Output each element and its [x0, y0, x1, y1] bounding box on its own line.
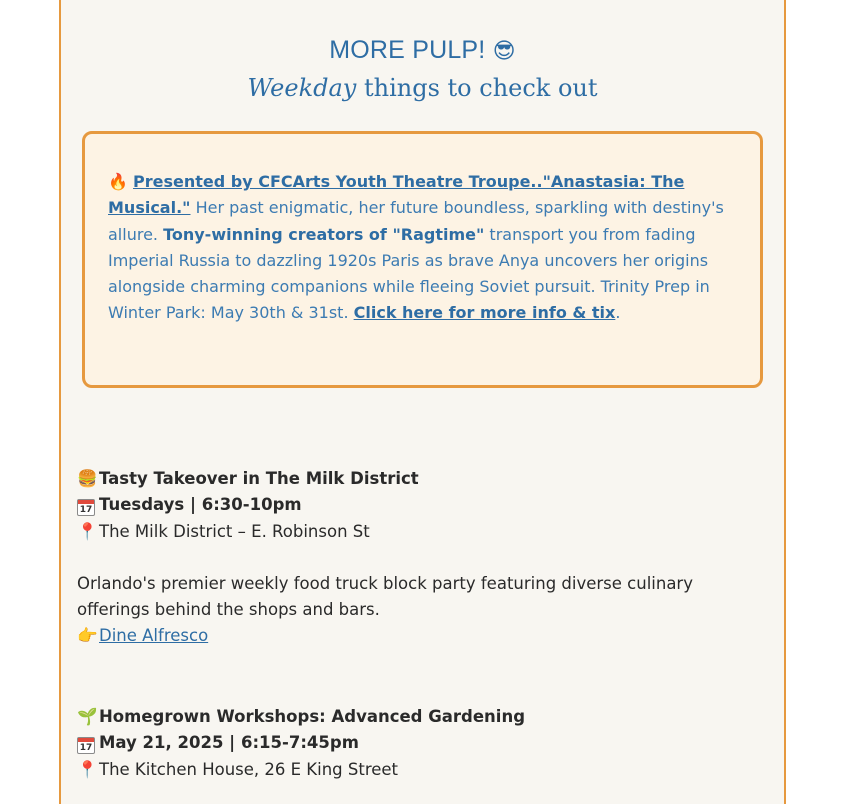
subtitle-rest: things to check out — [356, 74, 598, 102]
section-subtitle — [61, 74, 784, 102]
pointing-hand-icon: 👉 — [77, 626, 98, 646]
seedling-icon: 🌱 — [77, 707, 98, 726]
section-heading — [61, 36, 784, 65]
event-date-text: Tuesdays | 6:30-10pm — [99, 495, 302, 515]
map-pin-icon: 📍 — [77, 521, 98, 541]
promo-cta-link[interactable]: Click here for more info & tix — [353, 303, 616, 323]
event-date-text: May 21, 2025 | 6:15-7:45pm — [99, 733, 359, 753]
promo-text-1: Her past enigmatic, her future boundless, sparkling with destiny's allure. — [108, 198, 724, 244]
subtitle-italic: Weekday — [247, 74, 357, 102]
event-date — [77, 492, 764, 518]
event-location-text: The Milk District – E. Robinson St — [99, 521, 370, 541]
event-title-text: Tasty Takeover in The Milk District — [99, 469, 419, 488]
event-date — [77, 730, 764, 756]
promo-end-punct: . — [615, 303, 621, 323]
burger-icon: 🍔 — [77, 469, 98, 488]
sunglasses-emoji-icon: 😎 — [492, 39, 516, 64]
event-title — [77, 466, 764, 492]
newsletter-column — [59, 0, 786, 804]
event-location — [77, 757, 764, 783]
calendar-icon: 17 — [77, 737, 95, 754]
promo-text-2: transport you from fading Imperial Russia to dazzling 1920s Paris as brave Anya uncovers her origins alongside charming companions while fleeing Soviet pursuit. Trinity Prep in Winter Park: May 30th & 31st. — [108, 224, 710, 323]
calendar-icon: 17 — [77, 499, 95, 516]
event-item — [77, 704, 764, 783]
section-title: MORE PULP! — [329, 36, 486, 64]
featured-promo-box — [82, 131, 763, 388]
event-link-row — [77, 626, 208, 645]
promo-bold-creators: Tony-winning creators of "Ragtime" — [163, 224, 485, 244]
map-pin-icon: 📍 — [77, 759, 98, 779]
promo-title-link[interactable]: Presented by CFCArts Youth Theatre Troupe.."Anastasia: The Musical." — [108, 172, 685, 218]
event-item — [77, 466, 764, 650]
event-link[interactable]: Dine Alfresco — [99, 626, 209, 646]
event-description: Orlando's premier weekly food truck block party featuring diverse culinary offerings behind the shops and bars. — [77, 573, 693, 620]
event-title-text: Homegrown Workshops: Advanced Gardening — [99, 707, 526, 726]
event-location-text: The Kitchen House, 26 E King Street — [99, 759, 399, 779]
fire-icon: 🔥 — [108, 172, 128, 191]
event-title — [77, 704, 764, 730]
event-location — [77, 519, 764, 545]
